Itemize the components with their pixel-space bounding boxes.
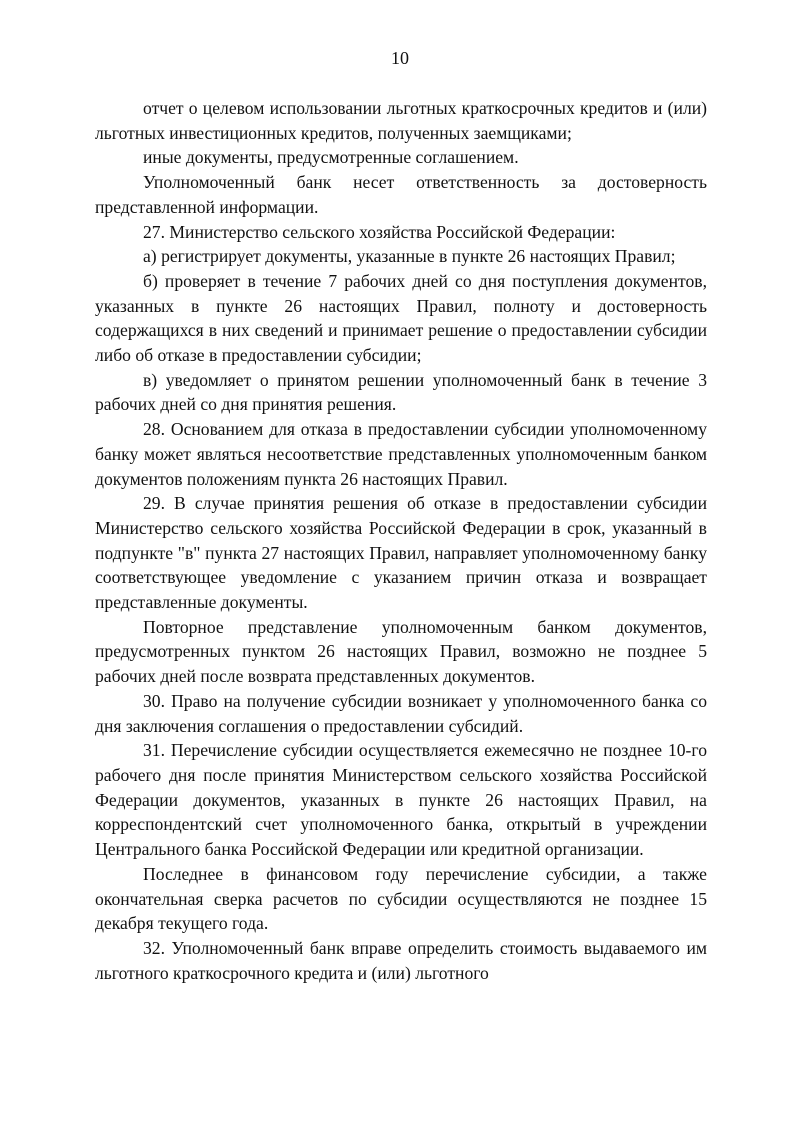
paragraph-32: 32. Уполномоченный банк вправе определить стоимость выдаваемого им льготного краткосрочного кредита и (или) льготного <box>95 937 707 983</box>
paragraph-27: 27. Министерство сельского хозяйства Российской Федерации: <box>143 221 616 242</box>
paragraph-29-repeat-submission: Повторное представление уполномоченным банком документов, предусмотренных пунктом 26 настоящих Правил, возможно не позднее 5 рабочих дней после возврата представленных документов. <box>95 616 707 687</box>
paragraph-other-docs: иные документы, предусмотренные соглашением. <box>143 147 519 168</box>
paragraph-31: 31. Перечисление субсидии осуществляется ежемесячно не позднее 10-го рабочего дня после принятия Министерством сельского хозяйства Российской Федерации документов, указанных в пункте 26 настоящих Правил, на корреспондентский счет уполномоченного банка, открытый в учреждении Центрального банка Российской Федерации или кредитной организации. <box>95 740 707 860</box>
paragraph-28: 28. Основанием для отказа в предоставлении субсидии уполномоченному банку может являться несоответствие представленных уполномоченным банком документов положениям пункта 26 настоящих Правил. <box>95 419 707 489</box>
paragraph-31-final-transfer: Последнее в финансовом году перечисление субсидии, а также окончательная сверка расчетов по субсидии осуществляются не позднее 15 декабря текущего года. <box>95 863 707 934</box>
paragraph-report: отчет о целевом использовании льготных краткосрочных кредитов и (или) льготных инвестиционных кредитов, полученных заемщиками; <box>95 98 707 143</box>
paragraph-27c: в) уведомляет о принятом решении уполномоченный банк в течение 3 рабочих дней со дня принятия решения. <box>95 369 707 415</box>
paragraph-27a: а) регистрирует документы, указанные в пункте 26 настоящих Правил; <box>143 246 676 267</box>
paragraph-27b: б) проверяет в течение 7 рабочих дней со дня поступления документов, указанных в пункте 26 настоящих Правил, полноту и достоверность содержащихся в них сведений и принимает решение о предоставлении субсидии либо об отказе в предоставлении субсидии; <box>95 270 707 366</box>
paragraph-30: 30. Право на получение субсидии возникает у уполномоченного банка со дня заключения соглашения о предоставлении субсидий. <box>95 690 707 736</box>
document-body <box>95 96 707 985</box>
paragraph-bank-responsibility: Уполномоченный банк несет ответственность за достоверность представленной информации. <box>95 172 707 217</box>
paragraph-29: 29. В случае принятия решения об отказе в предоставлении субсидии Министерство сельского хозяйства Российской Федерации в срок, указанный в подпункте "в" пункта 27 настоящих Правил, направляет уполномоченному банку соответствующее уведомление с указанием причин отказа и возвращает представленные документы. <box>95 493 707 613</box>
page-number: 10 <box>391 48 409 68</box>
